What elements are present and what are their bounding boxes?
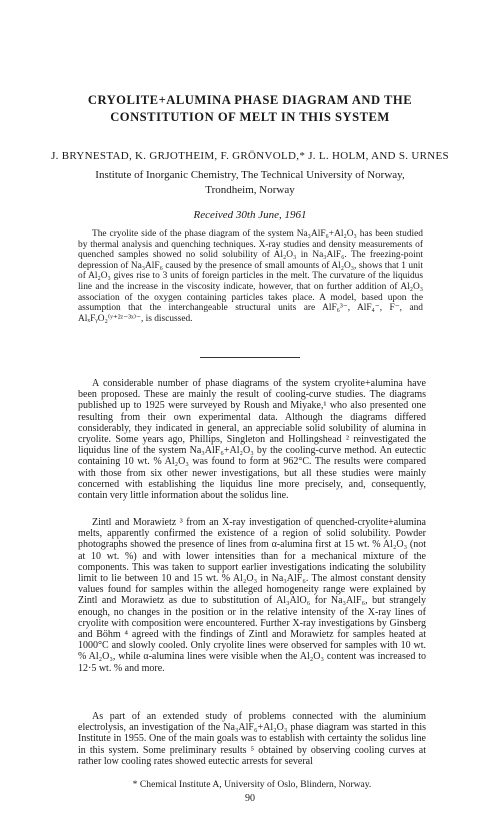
body-paragraph-2: Zintl and Morawietz ³ from an X-ray investigation of quenched-cryolite+alumina melts, apparently confirmed the existence of a region of solid solubility. Powder photographs showed the presence of lines from α-alumina first at 15 wt. % Al₂O₃ (not at 10 wt. %) and with lower intensities than for a mechanical mixture of the components. This was taken to support earlier investigations indicating the solubility limit to lie between 10 and 15 wt. % Al₂O₃ in Na₃AlF₆. The almost constant density values found for samples within the alleged homogeneity range were explained by Zintl and Morawietz as due to substitution of Al₃AlO₆ for Na₃AlF₆, but strangely enough, no changes in the position or in the relative intensity of the X-ray lines of cryolite with composition were encountered. Further X-ray investigations by Ginsberg and Böhm ⁴ agreed with the findings of Zintl and Morawietz for samples heated at 1000°C and slowly cooled. Only cryolite lines were observed for samples with 10 wt. % Al₂O₃, while α-alumina lines were visible when the Al₂O₃ content was increased to 12·5 wt. % and more. [78, 517, 426, 674]
page-number: 90 [245, 793, 255, 804]
affiliation-line-2: Trondheim, Norway [205, 184, 295, 196]
affiliation [60, 168, 440, 198]
author-list: J. BRYNESTAD, K. GRJOTHEIM, F. GRÖNVOLD,* J. L. HOLM, AND S. URNES [51, 150, 449, 162]
article-title [40, 92, 460, 126]
footnote: * Chemical Institute A, University of Oslo, Blindern, Norway. [132, 779, 372, 790]
body-paragraph-1: A considerable number of phase diagrams of the system cryolite+alumina have been proposed. These are mainly the result of cooling-curve studies. The diagrams published up to 1925 were surveyed by Roush and Miyake,¹ who also presented one resulting from their own experimental data. Although the diagrams differed considerably, they indicated in general, an appreciable solid solubility of alumina in cryolite. Some years ago, Phillips, Singleton and Hollingshead ² reinvestigated the liquidus line of the system Na₃AlF₆+Al₂O₃ by the cooling-curve method. An eutectic containing 10 wt. % Al₂O₃ was found to form at 962°C. The results were compared with those from six other newer investigations, but all these studies were mainly concerned with establishing the liquidus line more precisely, and, consequently, contain very little information about the solidus line. [78, 378, 426, 502]
affiliation-line-1: Institute of Inorganic Chemistry, The Technical University of Norway, [95, 169, 405, 181]
title-line-1: CRYOLITE+ALUMINA PHASE DIAGRAM AND THE [87, 93, 413, 107]
abstract: The cryolite side of the phase diagram of the system Na₃AlF₆+Al₂O₃ has been studied by thermal analysis and quenching techniques. X-ray studies and density measurements of quenched samples showed no solid solubility of Al₂O₃ in Na₃AlF₆. The freezing-point depression of Na₃AlF₆ caused by the presence of small amounts of Al₂O₃, shows that 1 unit of Al₂O₃ gives rise to 3 units of foreign particles in the melt. The curvature of the liquidus line and the increase in the viscosity indicate, however, that on further addition of Al₂O₃ association of the oxygen containing particles takes place. A model, based upon the assumption that the interchangeable structural units are AlF₆³⁻, AlF₄⁻, F⁻, and AlₓFᵧO₂⁽ʸ⁺²ᶻ⁻³ˣ⁾⁻, is discussed. [78, 229, 423, 324]
title-line-2: CONSTITUTION OF MELT IN THIS SYSTEM [110, 110, 390, 124]
received-date: Received 30th June, 1961 [193, 209, 307, 221]
body-paragraph-3: As part of an extended study of problems connected with the aluminium electrolysis, an investigation of the Na₃AlF₆+Al₂O₃ phase diagram was started in this Institute in 1955. One of the main goals was to establish with certainty the solidus line in this system. Some preliminary results ⁵ obtained by observing cooling curves at rather low cooling rates showed eutectic arrests for several [78, 711, 426, 767]
section-divider [200, 357, 300, 358]
